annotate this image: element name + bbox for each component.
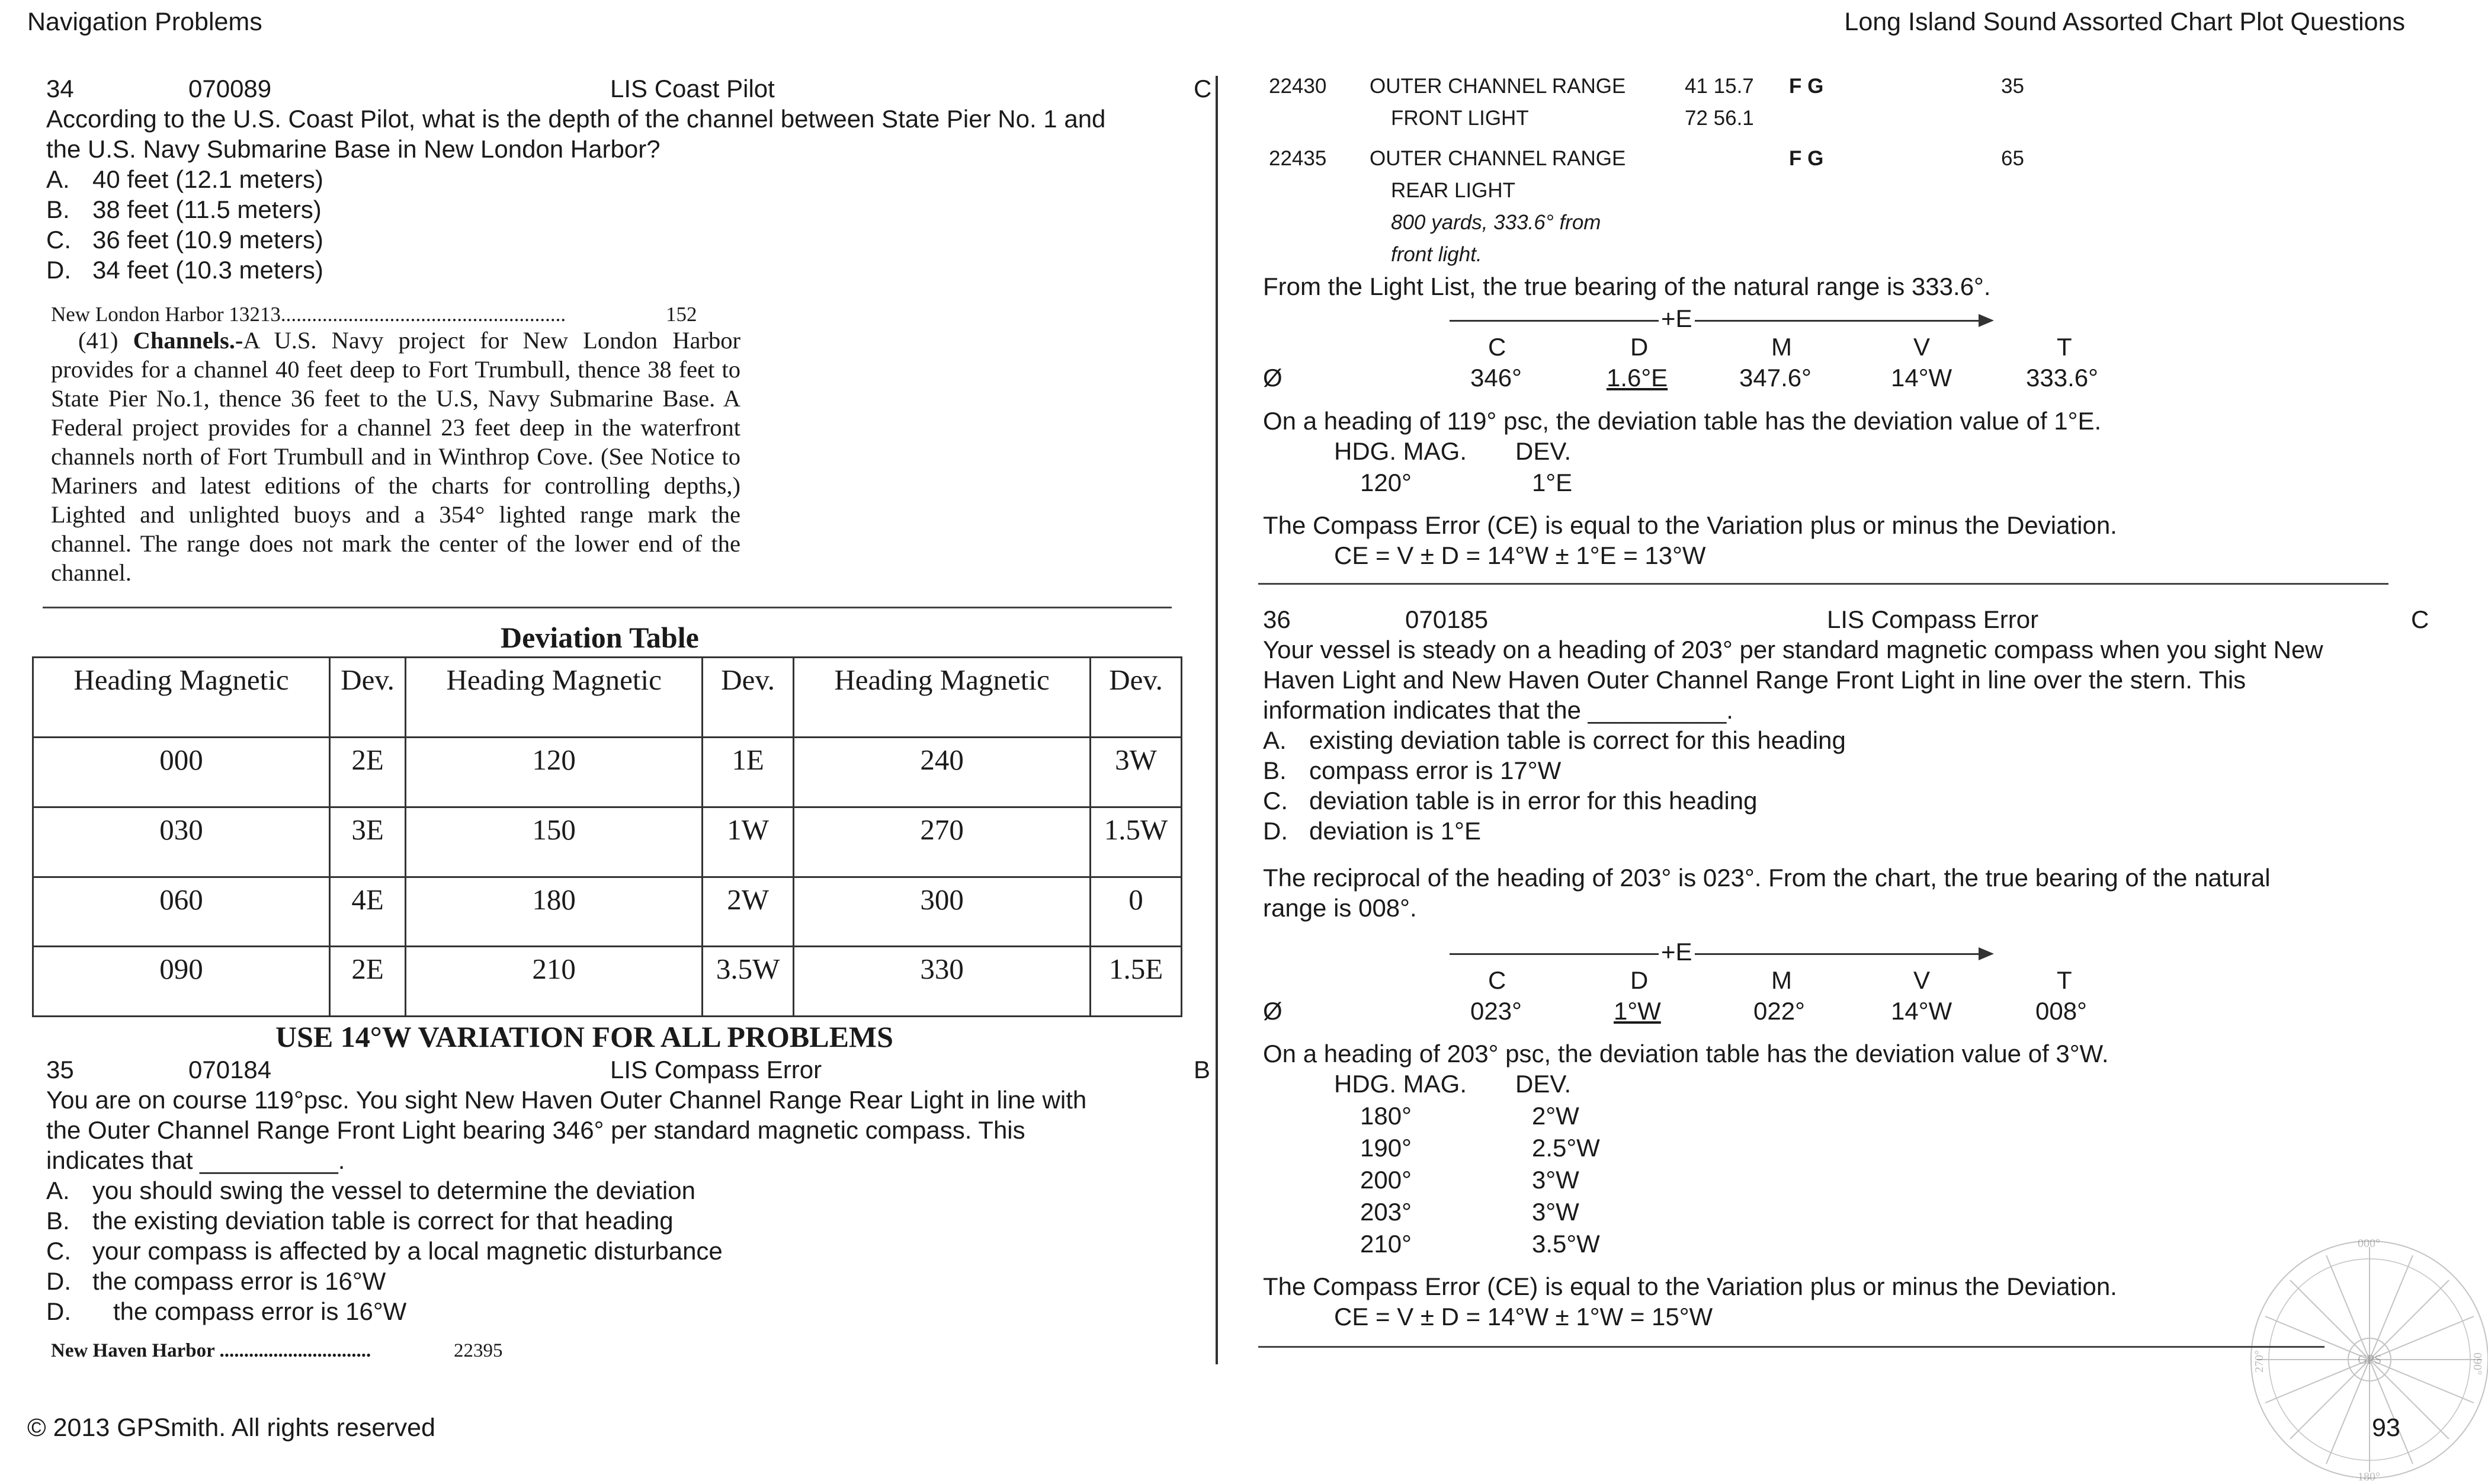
table-cell: 2W (703, 877, 794, 947)
q36-dev-text: On a heading of 203° psc, the deviation table has the deviation value of 3°W. (1263, 1040, 2109, 1068)
q35-option-c: C. your compass is affected by a local magnetic disturbance (46, 1237, 723, 1265)
table-cell: 3E (330, 807, 406, 877)
q35-arrow-label: +E (1659, 303, 1695, 334)
q36-answer: C (2411, 605, 2429, 633)
q35-ce-text: The Compass Error (CE) is equal to the Variation plus or minus the Deviation. (1263, 511, 2117, 539)
q35-row-label: Ø (1263, 364, 1283, 392)
rear-light-note2: front light. (1391, 243, 1482, 266)
q36-arrow-label: +E (1659, 937, 1695, 967)
q36-col-c: C (1488, 966, 1506, 994)
rear-light-number: 22435 (1269, 147, 1327, 170)
q36-reciprocal-line2: range is 008°. (1263, 894, 1417, 922)
q36-dev-header: DEV. (1515, 1070, 1572, 1098)
table-row (33, 738, 1182, 807)
q35-option-a: A. you should swing the vessel to determine the deviation (46, 1177, 695, 1204)
q35-val-c: 346° (1470, 364, 1522, 392)
table-cell: 2E (330, 738, 406, 807)
front-light-char: F G (1789, 75, 1824, 98)
q35-col-t: T (2057, 333, 2072, 361)
footer-copyright: © 2013 GPSmith. All rights reserved (27, 1414, 435, 1442)
coast-pilot-ref: (41) (78, 327, 118, 354)
coast-pilot-excerpt (51, 326, 740, 587)
q35-dev-value: 1°E (1532, 469, 1573, 496)
rear-light-name2: REAR LIGHT (1391, 179, 1516, 202)
page-number: 93 (2372, 1414, 2400, 1442)
table-cell: 000 (33, 738, 330, 807)
deviation-table-header-row (33, 658, 1182, 738)
q35-dev-header: DEV. (1515, 437, 1572, 465)
q36-dev-value: 2.5°W (1532, 1134, 1600, 1162)
q34-option-c: C. 36 feet (10.9 meters) (46, 226, 323, 254)
q36-arrow-head (1979, 947, 1994, 960)
table-cell: 150 (406, 807, 703, 877)
q36-option-b: B. compass error is 17°W (1263, 757, 1562, 784)
q34-topic: LIS Coast Pilot (610, 75, 775, 102)
q36-val-t: 008° (2035, 997, 2087, 1025)
q35-val-d: 1.6°E (1607, 364, 1668, 392)
q35-question-line3: indicates that __________. (46, 1146, 345, 1174)
table-cell: 060 (33, 877, 330, 947)
compass-rose-icon (2245, 1235, 2488, 1484)
q34-option-a: A. 40 feet (12.1 meters) (46, 165, 323, 193)
q36-hdg-value: 190° (1360, 1134, 1412, 1162)
table-cell: 300 (794, 877, 1091, 947)
q36-option-d: D. deviation is 1°E (1263, 817, 1481, 845)
q34-separator (43, 607, 1172, 608)
table-cell: 1.5E (1091, 947, 1182, 1017)
q35-col-c: C (1488, 333, 1506, 361)
front-light-height: 35 (2001, 75, 2024, 98)
q35-option-d-repeat: D. the compass error is 16°W (46, 1297, 407, 1325)
coast-pilot-heading: New London Harbor 13213....................................................... (51, 303, 566, 326)
header-right-title: Long Island Sound Assorted Chart Plot Questions (1844, 8, 2405, 36)
deviation-table (32, 656, 1182, 1017)
header-left-title: Navigation Problems (27, 8, 262, 36)
q34-code: 070089 (188, 75, 272, 102)
q36-hdg-value: 203° (1360, 1198, 1412, 1226)
q34-option-d: D. 34 feet (10.3 meters) (46, 256, 323, 284)
q36-option-c: C. deviation table is in error for this heading (1263, 787, 1758, 815)
q35-val-m: 347.6° (1739, 364, 1812, 392)
rose-label-north: 000° (2358, 1237, 2380, 1250)
q35-topic: LIS Compass Error (610, 1056, 822, 1084)
q35-answer: B (1194, 1056, 1211, 1084)
table-cell: 1E (703, 738, 794, 807)
q36-col-t: T (2057, 966, 2072, 994)
q36-ce-text: The Compass Error (CE) is equal to the Variation plus or minus the Deviation. (1263, 1273, 2117, 1300)
col-header: Dev. (330, 658, 406, 738)
table-row (33, 807, 1182, 877)
front-light-number: 22430 (1269, 75, 1327, 98)
q36-val-m: 022° (1753, 997, 1805, 1025)
col-header: Heading Magnetic (794, 658, 1091, 738)
q36-ce-formula: CE = V ± D = 14°W ± 1°W = 15°W (1334, 1303, 1713, 1331)
q36-question-line1: Your vessel is steady on a heading of 203° per standard magnetic compass when you sight New (1263, 636, 2323, 664)
q36-dev-value: 3.5°W (1532, 1230, 1600, 1258)
column-divider (1216, 76, 1218, 1364)
q35-question-line1: You are on course 119°psc. You sight New Haven Outer Channel Range Rear Light in line with (46, 1086, 1087, 1114)
q36-question-line3: information indicates that the __________. (1263, 696, 1733, 724)
rose-label-south: 180° (2358, 1470, 2380, 1483)
table-row (33, 877, 1182, 947)
col-header: Dev. (1091, 658, 1182, 738)
table-cell: 180 (406, 877, 703, 947)
table-cell: 330 (794, 947, 1091, 1017)
light-list-heading: New Haven Harbor ............................... (51, 1340, 371, 1361)
rear-light-name: OUTER CHANNEL RANGE (1370, 147, 1626, 170)
front-light-lon: 72 56.1 (1685, 107, 1754, 130)
table-cell: 030 (33, 807, 330, 877)
col-header: Dev. (703, 658, 794, 738)
table-cell: 0 (1091, 877, 1182, 947)
q35-dev-text: On a heading of 119° psc, the deviation table has the deviation value of 1°E. (1263, 407, 2102, 435)
q36-dev-value: 2°W (1532, 1102, 1579, 1130)
q36-arrow-line (1450, 953, 1983, 955)
q35-option-b: B. the existing deviation table is correct for that heading (46, 1207, 674, 1235)
q35-col-d: D (1630, 333, 1649, 361)
q35-ce-formula: CE = V ± D = 14°W ± 1°E = 13°W (1334, 541, 1706, 569)
coast-pilot-bold: Channels.- (133, 327, 243, 354)
q35-arrow-head (1979, 314, 1994, 327)
table-cell: 1.5W (1091, 807, 1182, 877)
q36-separator (1258, 1346, 2325, 1348)
q34-question-line1: According to the U.S. Coast Pilot, what is the depth of the channel between State Pier No. 1 and (46, 105, 1106, 133)
front-light-name2: FRONT LIGHT (1391, 107, 1529, 130)
table-cell: 1W (703, 807, 794, 877)
table-cell: 240 (794, 738, 1091, 807)
coast-pilot-text: A U.S. Navy project for New London Harbor provides for a channel 40 feet deep to Fort Trumbull, thence 38 feet to State Pier No.1, thence 36 feet to the U.S, Navy Submarine Base. A Federal project provides for a channel 23 feet deep in the waterfront channels north of Fort Trumbull and in Winthrop Cove. (See Notice to Mariners and latest editions of the charts for controlling depths,) Lighted and unlighted buoys and a 354° lighted range mark the channel. The range does not mark the center of the lower end of the channel. (51, 327, 740, 586)
table-cell: 2E (330, 947, 406, 1017)
q34-question-line2: the U.S. Navy Submarine Base in New London Harbor? (46, 135, 661, 163)
q35-col-v: V (1913, 333, 1931, 361)
table-cell: 120 (406, 738, 703, 807)
q36-code: 070185 (1405, 605, 1489, 633)
q36-hdg-value: 200° (1360, 1166, 1412, 1194)
table-cell: 090 (33, 947, 330, 1017)
q36-reciprocal-line1: The reciprocal of the heading of 203° is 023°. From the chart, the true bearing of the natural (1263, 864, 2271, 892)
rose-label-west: 270° (2253, 1350, 2266, 1373)
q36-val-v: 14°W (1891, 997, 1952, 1025)
q36-hdg-header: HDG. MAG. (1334, 1070, 1467, 1098)
q36-col-v: V (1913, 966, 1931, 994)
table-cell: 270 (794, 807, 1091, 877)
q35-question-line2: the Outer Channel Range Front Light bearing 346° per standard magnetic compass. This (46, 1116, 1025, 1144)
front-light-lat: 41 15.7 (1685, 75, 1754, 98)
rear-light-height: 65 (2001, 147, 2024, 170)
q36-col-m: M (1771, 966, 1792, 994)
q36-dev-value: 3°W (1532, 1166, 1579, 1194)
table-cell: 210 (406, 947, 703, 1017)
table-row (33, 947, 1182, 1017)
q35-separator (1258, 583, 2388, 585)
variation-note: USE 14°W VARIATION FOR ALL PROBLEMS (275, 1020, 893, 1053)
q35-hdg-header: HDG. MAG. (1334, 437, 1467, 465)
table-cell: 3W (1091, 738, 1182, 807)
rear-light-char: F G (1789, 147, 1824, 170)
q36-hdg-value: 210° (1360, 1230, 1412, 1258)
coast-pilot-page: 152 (666, 303, 697, 326)
q35-number: 35 (46, 1056, 74, 1084)
table-cell: 4E (330, 877, 406, 947)
q35-val-t: 333.6° (2026, 364, 2098, 392)
rose-center-label: GPS (2358, 1352, 2382, 1367)
q36-val-c: 023° (1470, 997, 1522, 1025)
q36-hdg-value: 180° (1360, 1102, 1412, 1130)
col-header: Heading Magnetic (33, 658, 330, 738)
rose-label-east: 090° (2471, 1352, 2484, 1375)
q36-val-d: 1°W (1614, 997, 1661, 1025)
q35-col-m: M (1771, 333, 1792, 361)
q36-topic: LIS Compass Error (1827, 605, 2039, 633)
q34-option-b: B. 38 feet (11.5 meters) (46, 195, 322, 223)
q36-number: 36 (1263, 605, 1291, 633)
col-header: Heading Magnetic (406, 658, 703, 738)
q35-val-v: 14°W (1891, 364, 1952, 392)
q35-option-d: D. the compass error is 16°W (46, 1267, 386, 1295)
light-list-ref: 22395 (454, 1340, 503, 1361)
q36-option-a: A. existing deviation table is correct for this heading (1263, 726, 1846, 754)
q35-arrow-line (1450, 320, 1983, 322)
q36-question-line2: Haven Light and New Haven Outer Channel Range Front Light in line over the stern. This (1263, 666, 2246, 694)
q35-hdg-value: 120° (1360, 469, 1412, 496)
q36-row-label: Ø (1263, 997, 1283, 1025)
rear-light-note1: 800 yards, 333.6° from (1391, 211, 1601, 234)
deviation-table-title: Deviation Table (501, 621, 699, 654)
q35-code: 070184 (188, 1056, 272, 1084)
q36-dev-value: 3°W (1532, 1198, 1579, 1226)
q35-natural-range-text: From the Light List, the true bearing of the natural range is 333.6°. (1263, 273, 1991, 300)
table-cell: 3.5W (703, 947, 794, 1017)
q34-answer: C (1194, 75, 1212, 102)
front-light-name: OUTER CHANNEL RANGE (1370, 75, 1626, 98)
q34-number: 34 (46, 75, 74, 102)
q36-col-d: D (1630, 966, 1649, 994)
